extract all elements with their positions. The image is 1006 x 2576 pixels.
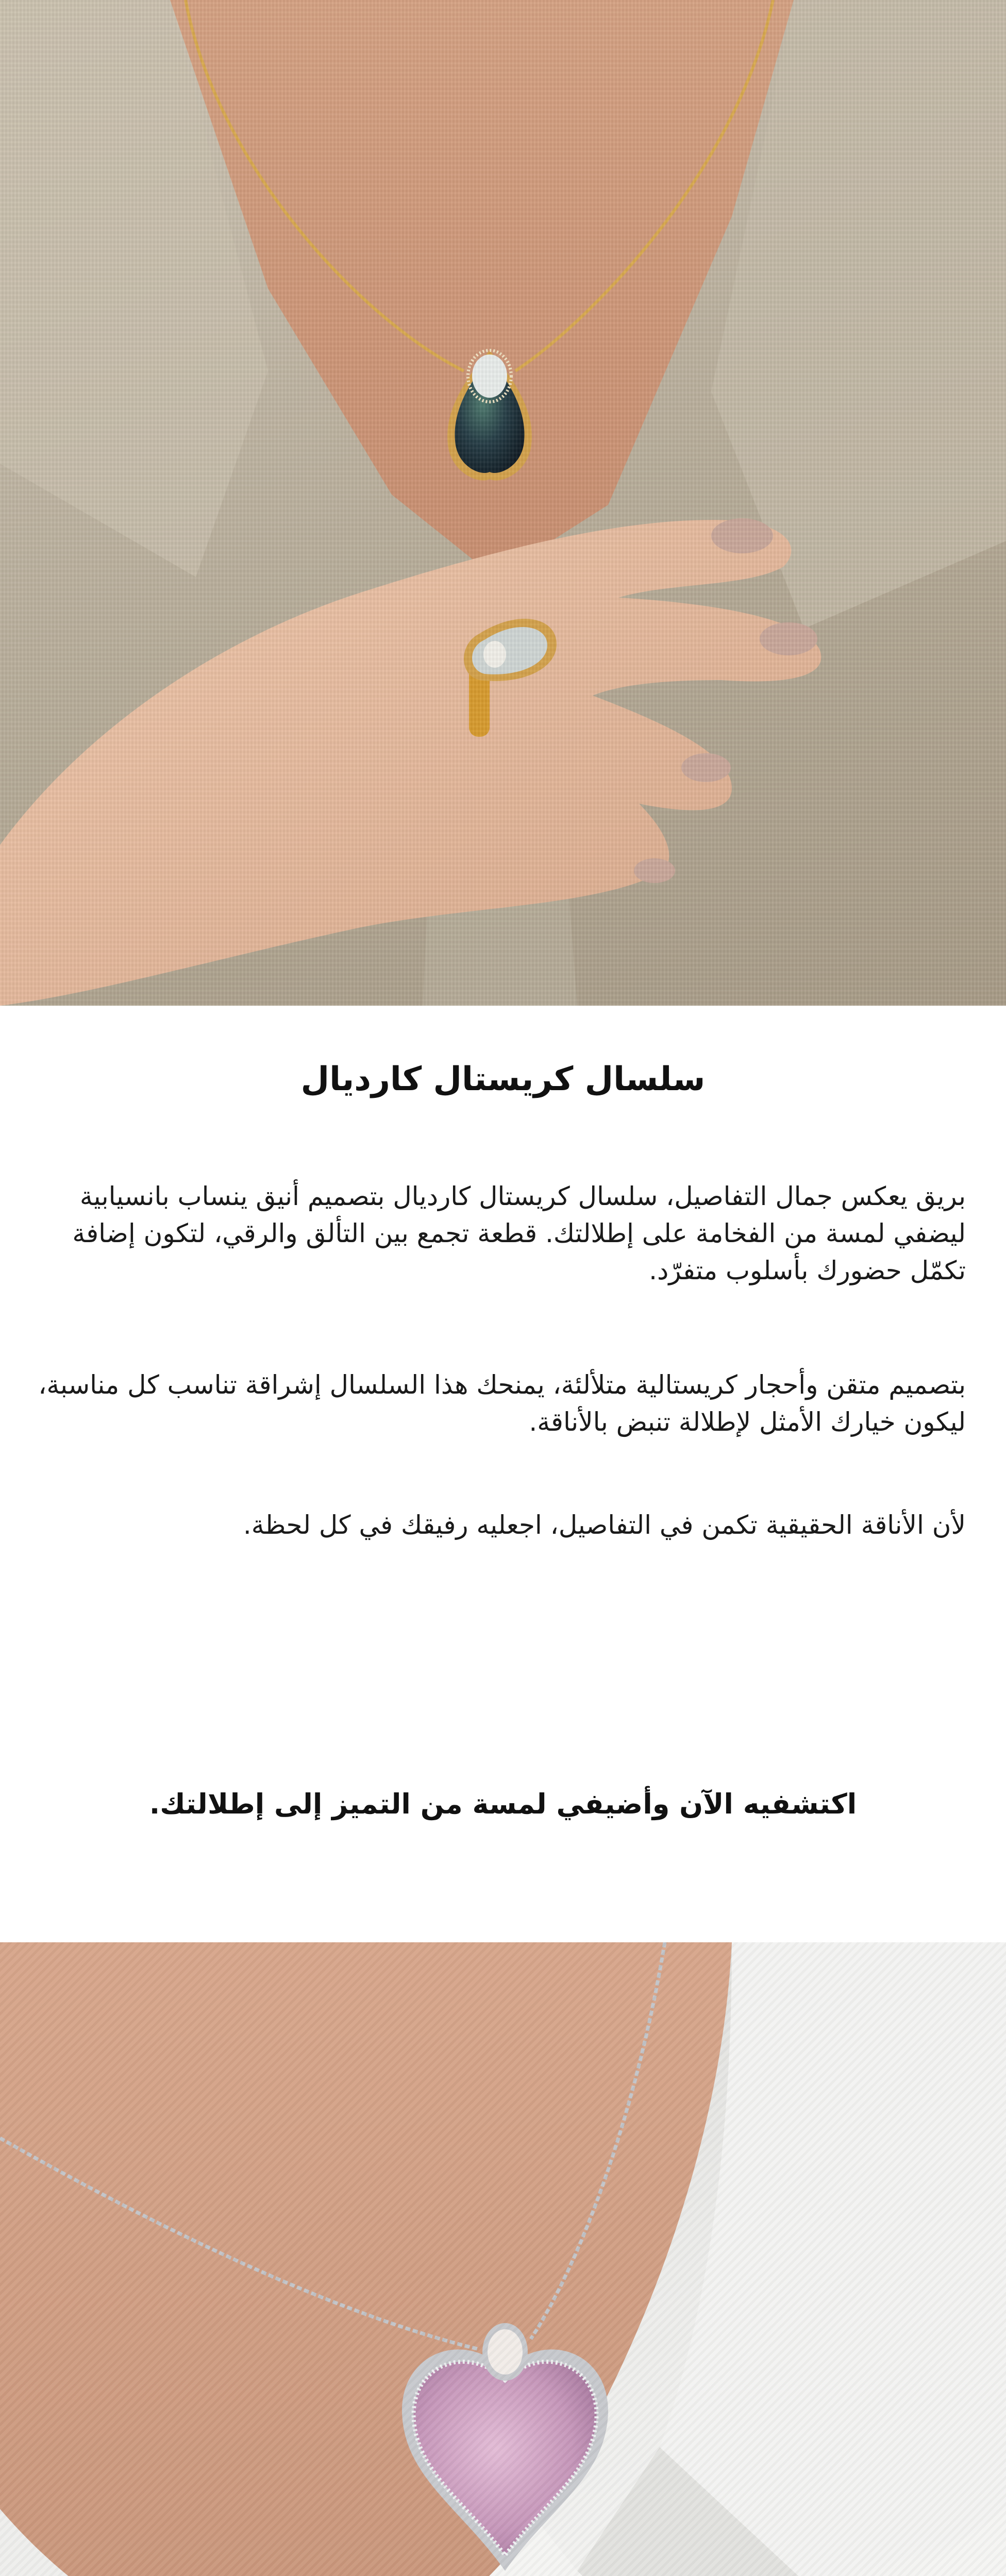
- description-paragraph-2: بتصميم متقن وأحجار كريستالية متلألئة، يمنحك هذا السلسال إشراقة تناسب كل مناسبة، ليكون خيارك الأمثل لإطلالة تنبض بالأناقة.: [38, 1370, 966, 1437]
- description-paragraph-1: بريق يعكس جمال التفاصيل، سلسال كريستال كارديال بتصميم أنيق ينساب بانسيابية ليضفي لمسة من الفخامة على إطلالتك. قطعة تجمع بين التألق والرقي، لتكون إضافة تكمّل حضورك بأسلوب متفرّد.: [72, 1181, 966, 1285]
- product-title: سلسال كريستال كارديال: [300, 1060, 706, 1098]
- description-paragraph-3: لأن الأناقة الحقيقية تكمن في التفاصيل، اجعليه رفيقك في كل لحظة.: [243, 1510, 966, 1540]
- shirt-texture: [0, 0, 1006, 1006]
- product-description-section: [0, 1006, 1006, 1942]
- call-to-action: اكتشفيه الآن وأضيفي لمسة من التميز إلى إطلالتك.: [149, 1788, 857, 1820]
- product-photo-silver: [0, 1942, 1006, 2576]
- product-photo-gold: [0, 0, 1006, 1006]
- shirt-texture: [0, 1942, 1006, 2576]
